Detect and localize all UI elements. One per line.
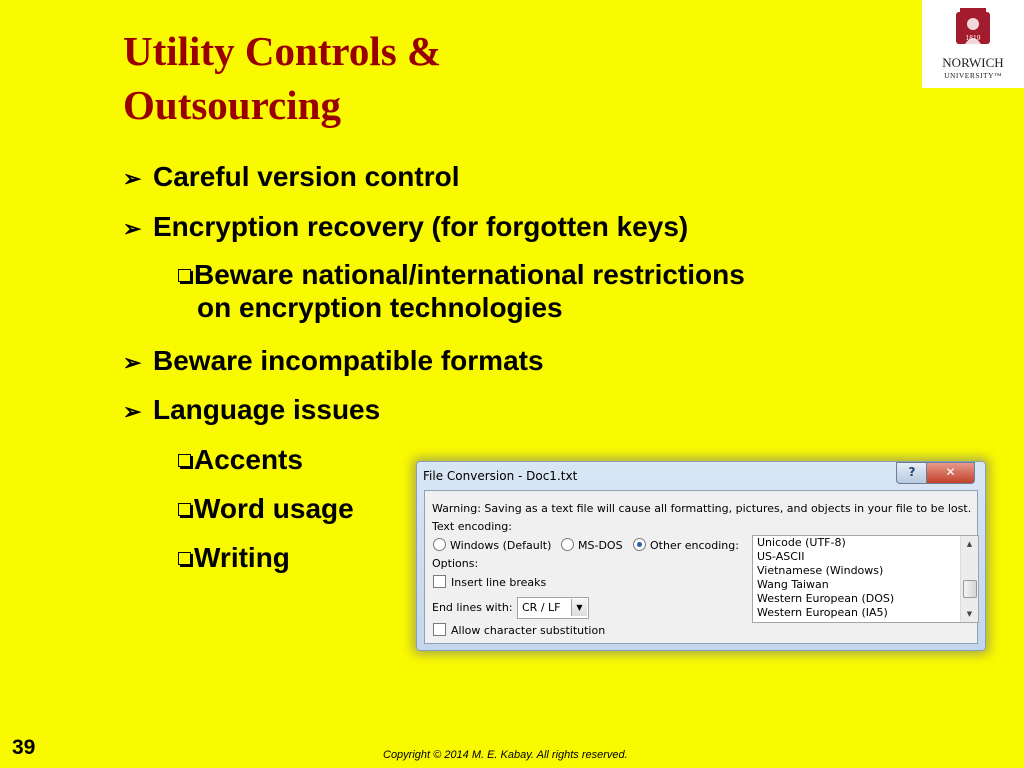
bullet-incompatible-formats bbox=[123, 344, 544, 379]
logo-sub-text: UNIVERSITY bbox=[944, 71, 995, 80]
bullet-version-control bbox=[123, 160, 460, 195]
encoding-list[interactable] bbox=[752, 535, 979, 623]
end-lines-label: End lines with: bbox=[432, 601, 513, 614]
scroll-down-icon[interactable]: ▼ bbox=[966, 610, 973, 618]
encoding-item[interactable]: Vietnamese (Windows) bbox=[757, 564, 884, 577]
bullet-text: Careful version control bbox=[153, 161, 460, 192]
insert-line-breaks-checkbox[interactable] bbox=[433, 575, 546, 589]
allow-substitution-checkbox[interactable] bbox=[433, 623, 605, 637]
subbullet-accents bbox=[178, 443, 303, 476]
encoding-item[interactable]: US-ASCII bbox=[757, 550, 805, 563]
encoding-item[interactable]: Unicode (UTF-8) bbox=[757, 536, 846, 549]
square-bullet-icon bbox=[178, 269, 191, 282]
dialog-body bbox=[424, 490, 978, 644]
bullet-text: Encryption recovery (for forgotten keys) bbox=[153, 211, 689, 242]
file-conversion-dialog bbox=[416, 461, 986, 651]
scroll-thumb[interactable] bbox=[963, 580, 977, 598]
checkbox-icon bbox=[433, 623, 446, 636]
arrow-bullet-icon: ➢ bbox=[123, 216, 142, 241]
bullet-text: Beware incompatible formats bbox=[153, 345, 544, 376]
help-button[interactable]: ? bbox=[896, 462, 927, 484]
page-number: 39 bbox=[12, 736, 36, 759]
subbullet-text: Writing bbox=[194, 542, 290, 573]
radio-circle-icon bbox=[433, 538, 446, 551]
logo-name: NORWICH bbox=[942, 55, 1004, 70]
subbullet-writing bbox=[178, 541, 290, 574]
text-encoding-label: Text encoding: bbox=[432, 520, 512, 533]
university-seal-icon bbox=[954, 6, 992, 54]
encoding-item[interactable]: Western European (DOS) bbox=[757, 592, 895, 605]
subbullet-text-line2: on encryption technologies bbox=[197, 292, 563, 323]
options-label: Options: bbox=[432, 557, 479, 570]
square-bullet-icon bbox=[178, 552, 191, 565]
bullet-encryption-recovery bbox=[123, 210, 688, 245]
dialog-title: File Conversion - Doc1.txt bbox=[423, 469, 578, 483]
slide-title-line1: Utility Controls & bbox=[123, 28, 442, 74]
subbullet-text-line1: Beware national/international restrictions bbox=[194, 259, 745, 290]
logo-trademark: ™ bbox=[994, 71, 1002, 80]
warning-text: Warning: Saving as a text file will cause all formatting, pictures, and objects in your file to be lost. bbox=[432, 502, 972, 515]
radio-selected-icon bbox=[633, 538, 646, 551]
bullet-text: Language issues bbox=[153, 394, 381, 425]
radio-circle-icon bbox=[561, 538, 574, 551]
allow-substitution-label: Allow character substitution bbox=[451, 624, 606, 637]
radio-other-label: Other encoding: bbox=[650, 539, 739, 552]
subbullet-word-usage bbox=[178, 492, 354, 525]
encoding-item[interactable]: Wang Taiwan bbox=[757, 578, 829, 591]
encoding-item[interactable]: Western European (IA5) bbox=[757, 606, 888, 619]
slide-title-line2: Outsourcing bbox=[123, 82, 341, 128]
subbullet-text: Accents bbox=[194, 444, 303, 475]
arrow-bullet-icon: ➢ bbox=[123, 399, 142, 424]
close-button[interactable]: ✕ bbox=[926, 462, 975, 484]
arrow-bullet-icon: ➢ bbox=[123, 166, 142, 191]
norwich-logo bbox=[922, 0, 1024, 88]
copyright-notice: Copyright © 2014 M. E. Kabay. All rights reserved. bbox=[383, 749, 628, 761]
radio-other-encoding[interactable] bbox=[633, 538, 739, 552]
insert-line-breaks-label: Insert line breaks bbox=[451, 576, 547, 589]
subbullet-national-restrictions bbox=[178, 258, 745, 324]
radio-windows-label: Windows (Default) bbox=[450, 539, 552, 552]
scroll-up-icon[interactable]: ▲ bbox=[966, 540, 973, 548]
logo-sub bbox=[922, 71, 1024, 80]
encoding-scrollbar[interactable] bbox=[960, 536, 978, 622]
square-bullet-icon bbox=[178, 503, 191, 516]
checkbox-icon bbox=[433, 575, 446, 588]
subbullet-text: Word usage bbox=[194, 493, 354, 524]
radio-windows-default[interactable] bbox=[433, 538, 551, 552]
radio-ms-dos[interactable] bbox=[561, 538, 623, 552]
arrow-bullet-icon: ➢ bbox=[123, 350, 142, 375]
end-lines-value: CR / LF bbox=[522, 601, 561, 614]
radio-msdos-label: MS-DOS bbox=[578, 539, 623, 552]
dropdown-arrow-icon[interactable]: ▼ bbox=[571, 599, 587, 616]
square-bullet-icon bbox=[178, 454, 191, 467]
bullet-language-issues bbox=[123, 393, 380, 428]
logo-year: 1819 bbox=[965, 35, 981, 42]
slide-title bbox=[123, 24, 441, 132]
end-lines-select[interactable] bbox=[517, 597, 589, 619]
